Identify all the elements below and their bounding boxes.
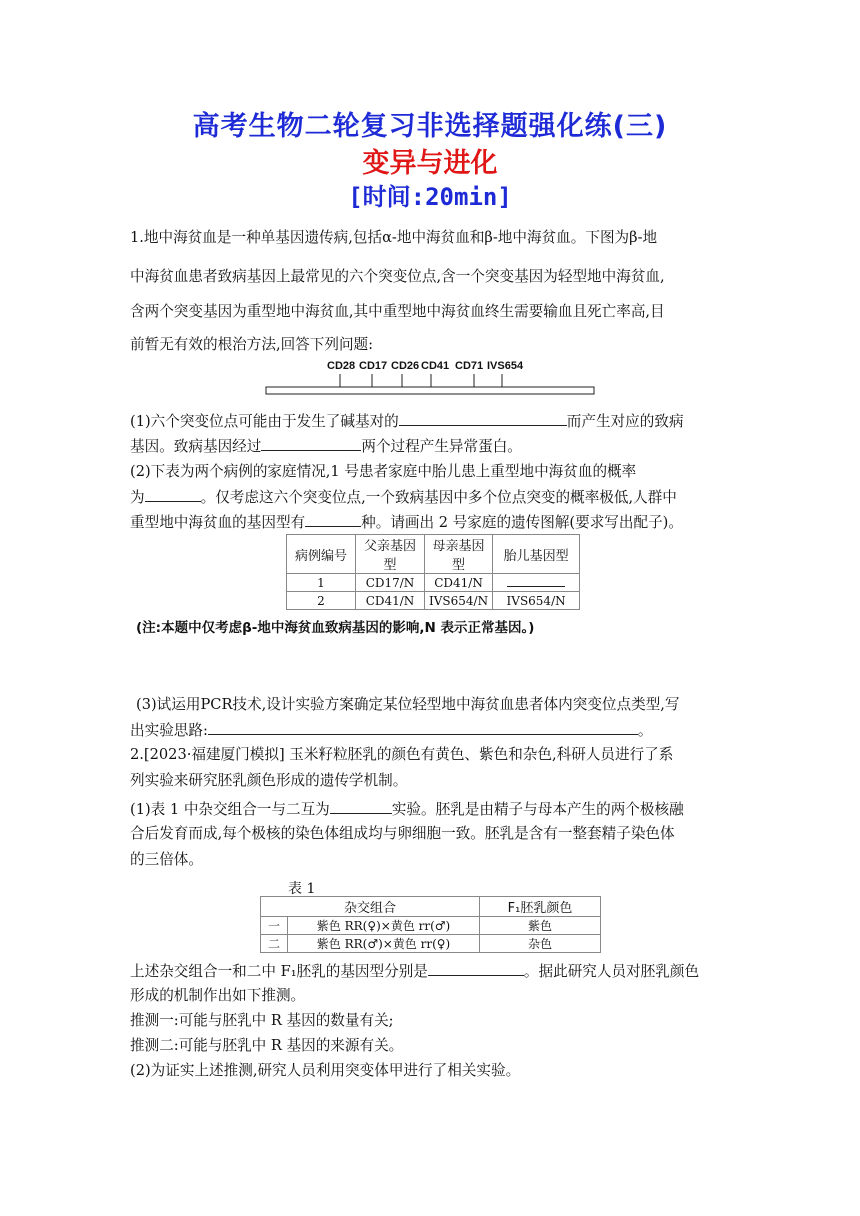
table-cell: 2 <box>287 592 356 610</box>
gene-bar <box>266 387 594 394</box>
q2-hypothesis-2: 推测二:可能与胚乳中 R 基因的来源有关。 <box>130 1037 404 1054</box>
answer-blank[interactable] <box>261 436 361 451</box>
q1-line-1: 1.地中海贫血是一种单基因遗传病,包括α-地中海贫血和β-地中海贫血。下图为β-地 <box>130 229 658 246</box>
case-table-header: 病例编号 <box>287 535 356 574</box>
table-cell: CD41/N <box>425 574 493 592</box>
case-table-header: 胎儿基因型 <box>493 535 580 574</box>
q1-line-2: 中海贫血患者致病基因上最常见的六个突变位点,含一个突变基因为轻型地中海贫血, <box>130 268 665 285</box>
table-row <box>287 592 580 610</box>
table-cell: IVS654/N <box>493 592 580 610</box>
answer-blank[interactable] <box>399 411 567 426</box>
answer-blank[interactable] <box>330 799 392 814</box>
gene-mutation-site-diagram <box>0 352 860 402</box>
answer-blank[interactable] <box>145 487 201 502</box>
q1-part1-line-1: (1)六个突变位点可能由于发生了碱基对的 而产生对应的致病 <box>130 413 684 430</box>
site-label-cd41: CD41 <box>421 360 450 372</box>
q2-part2-line-1: (2)为证实上述推测,研究人员利用突变体甲进行了相关实验。 <box>130 1062 521 1079</box>
table-note: (注:本题中仅考虑β-地中海贫血致病基因的影响,N 表示正常基因。) <box>136 620 535 636</box>
q1-line-3: 含两个突变基因为重型地中海贫血,其中重型地中海贫血终生需要输血且死亡率高,目 <box>130 303 665 320</box>
q2-part1-line-2: 合后发育而成,每个极核的染色体组成均与卵细胞一致。胚乳是含有一整套精子染色体 <box>130 825 675 842</box>
q2-part1-line-5: 形成的机制作出如下推测。 <box>130 987 306 1004</box>
table-row <box>287 574 580 592</box>
page-title: 高考生物二轮复习非选择题强化练(三) <box>192 111 668 142</box>
answer-blank[interactable] <box>428 961 524 976</box>
q2-line-2: 列实验来研究胚乳颜色形成的遗传学机制。 <box>130 772 408 789</box>
q1-part2-line-1: (2)下表为两个病例的家庭情况,1 号患者家庭中胎儿患上重型地中海贫血的概率 <box>130 463 637 480</box>
table-cell: 紫色 RR(♀)×黄色 rr(♂) <box>288 917 480 935</box>
q1-part3-line-2: 出实验思路: 。 <box>130 722 653 739</box>
table-row <box>261 935 601 953</box>
cross-table-header: F₁胚乳颜色 <box>480 897 601 917</box>
site-label-cd17: CD17 <box>359 360 388 372</box>
q1-part2-line-3: 重型地中海贫血的基因型有 种。请画出 2 号家庭的遗传图解(要求写出配子)。 <box>130 514 683 531</box>
q2-part1-line-3: 的三倍体。 <box>130 851 203 868</box>
table-cell: CD41/N <box>356 592 425 610</box>
case-table-header: 母亲基因型 <box>425 535 493 574</box>
page-subtitle: 变异与进化 <box>362 148 498 179</box>
table-caption: 表 1 <box>288 881 316 897</box>
site-label-cd28: CD28 <box>327 360 356 372</box>
table-cell-answer-blank[interactable] <box>493 574 580 592</box>
table-cell: CD17/N <box>356 574 425 592</box>
answer-blank[interactable] <box>305 512 361 527</box>
cross-table-header: 杂交组合 <box>261 897 480 917</box>
site-label-cd26: CD26 <box>391 360 420 372</box>
q1-part1-line-2: 基因。致病基因经过 两个过程产生异常蛋白。 <box>130 438 522 455</box>
table-cell: 二 <box>261 935 288 953</box>
site-label-ivs654: IVS654 <box>487 360 524 372</box>
table-cell: 紫色 <box>480 917 601 935</box>
table-cell: 杂色 <box>480 935 601 953</box>
cross-table <box>260 896 601 953</box>
table-cell: IVS654/N <box>425 592 493 610</box>
site-label-cd71: CD71 <box>455 360 484 372</box>
time-limit: [时间:20min] <box>348 183 512 211</box>
table-cell: 1 <box>287 574 356 592</box>
table-cell: 一 <box>261 917 288 935</box>
q2-part1-line-4: 上述杂交组合一和二中 F₁胚乳的基因型分别是 。据此研究人员对胚乳颜色 <box>130 963 700 980</box>
q1-part2-line-2: 为 。仅考虑这六个突变位点,一个致病基因中多个位点突变的概率极低,人群中 <box>130 489 677 506</box>
q1-part3-line-1: (3)试运用PCR技术,设计实验方案确定某位轻型地中海贫血患者体内突变位点类型,写 <box>136 696 680 713</box>
q1-line-4: 前暂无有效的根治方法,回答下列问题: <box>130 336 374 353</box>
q2-hypothesis-1: 推测一:可能与胚乳中 R 基因的数量有关; <box>130 1012 394 1029</box>
answer-blank[interactable] <box>208 720 638 735</box>
case-table <box>286 534 580 610</box>
q2-line-1: 2.[2023·福建厦门模拟] 玉米籽粒胚乳的颜色有黄色、紫色和杂色,科研人员进行了系 <box>130 746 674 763</box>
table-row <box>261 917 601 935</box>
table-cell: 紫色 RR(♂)×黄色 rr(♀) <box>288 935 480 953</box>
case-table-header: 父亲基因型 <box>356 535 425 574</box>
q2-part1-line-1: (1)表 1 中杂交组合一与二互为 实验。胚乳是由精子与母本产生的两个极核融 <box>130 801 684 818</box>
